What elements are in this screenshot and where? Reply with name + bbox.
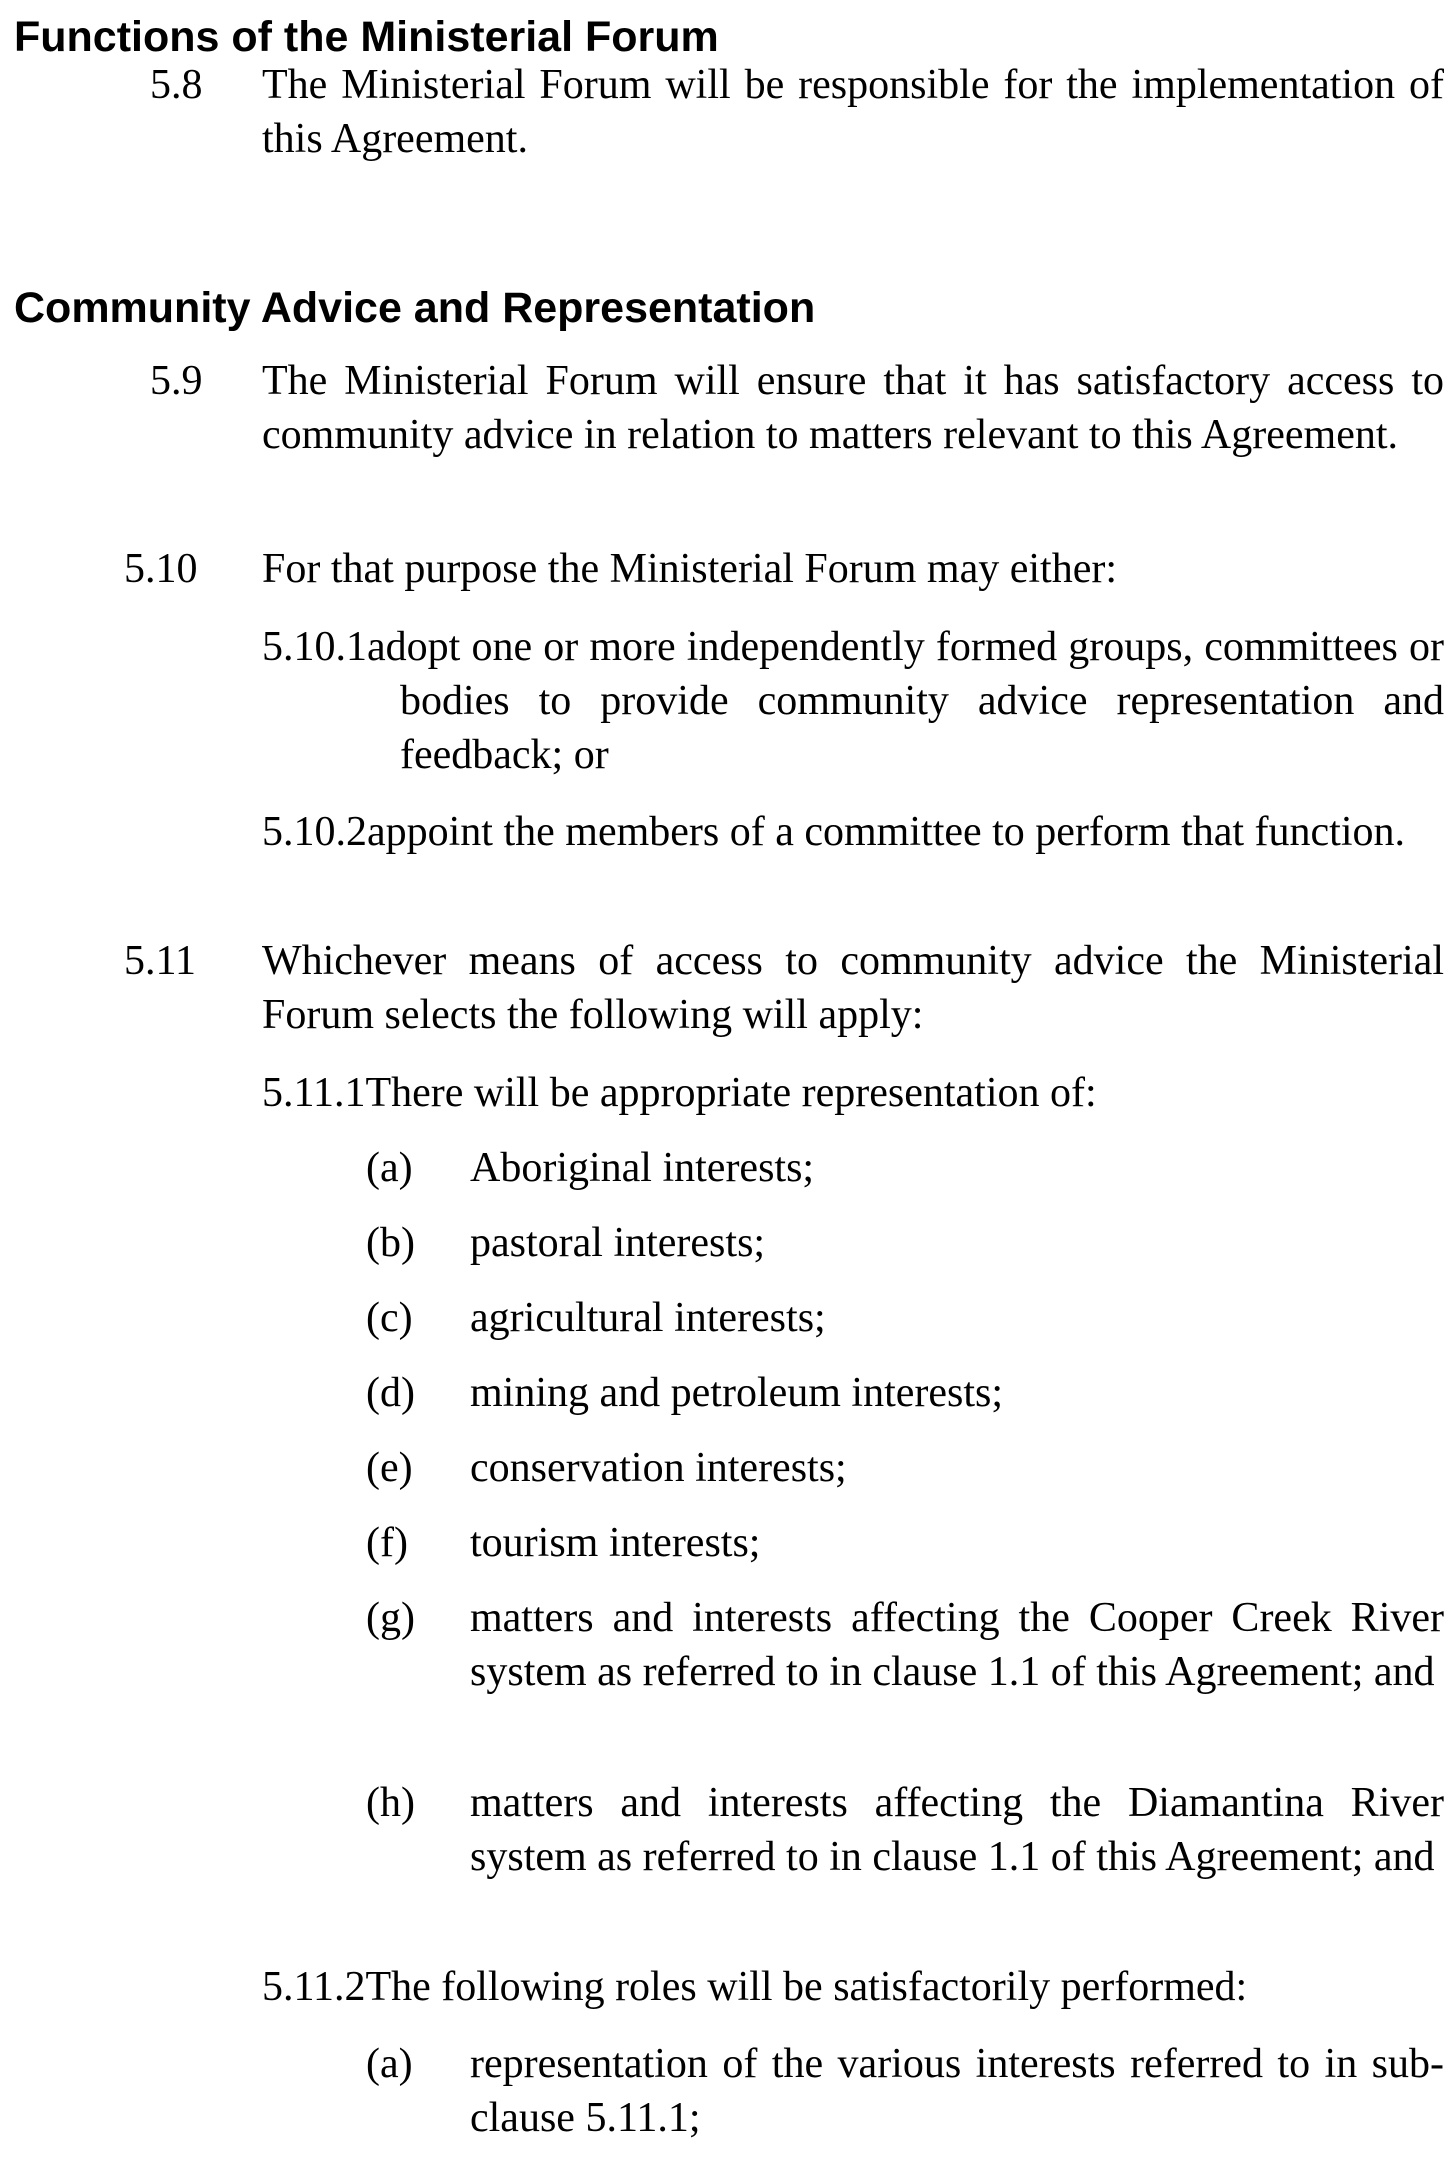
list-item-text: representation of the various interests referred to in sub-clause 5.11.1; [470, 2041, 1444, 2141]
list-item-label: (h) [366, 1780, 415, 1826]
list-item-text: matters and interests affecting the Cooper Creek River system as referred to in clause 1.1 of this Agreement; and [470, 1595, 1444, 1695]
list-item-label: (e) [366, 1445, 413, 1491]
clause-text-5-11: Whichever means of access to community advice the Ministerial Forum selects the following will apply: [262, 938, 1444, 1038]
clause-text-5-8: The Ministerial Forum will be responsible for the implementation of this Agreement. [262, 62, 1444, 162]
subclause-text-5-10-2: appoint the members of a committee to perform that function. [367, 809, 1406, 855]
subclause-text-5-11-2: The following roles will be satisfactorily performed: [365, 1964, 1248, 2010]
list-item-label: (b) [366, 1220, 415, 1266]
subclause-number-5-11-1: 5.11.1 [262, 1070, 366, 1116]
list-item-label: (f) [366, 1520, 408, 1566]
subclause-text-5-10-1: adopt one or more independently formed groups, committees or bodies to provide community advice representation and feedback; or [367, 624, 1444, 778]
list-item-label: (c) [366, 1295, 413, 1341]
list-item-label: (d) [366, 1370, 415, 1416]
list-item-text: Aboriginal interests; [470, 1145, 815, 1191]
list-item-label: (g) [366, 1595, 415, 1641]
subclause-text-5-11-1: There will be appropriate representation of: [365, 1070, 1097, 1116]
section-heading-functions: Functions of the Ministerial Forum [14, 13, 719, 61]
subclause-5-11-2 [262, 1960, 1444, 2014]
subclause-number-5-10-1: 5.10.1 [262, 624, 367, 670]
list-item-label: (a) [366, 1145, 413, 1191]
list-item-label: (a) [366, 2041, 413, 2087]
subclause-5-11-1 [262, 1066, 1444, 1120]
clause-number-5-10: 5.10 [124, 546, 198, 592]
list-item-text: conservation interests; [470, 1445, 847, 1491]
section-heading-community: Community Advice and Representation [14, 284, 816, 332]
list-item-text: pastoral interests; [470, 1220, 766, 1266]
clause-text-5-10: For that purpose the Ministerial Forum may either: [262, 546, 1118, 592]
list-item-text: mining and petroleum interests; [470, 1370, 1004, 1416]
subclause-number-5-10-2: 5.10.2 [262, 809, 367, 855]
subclause-5-10-2 [262, 805, 1444, 859]
subclause-number-5-11-2: 5.11.2 [262, 1964, 366, 2010]
list-item-text: agricultural interests; [470, 1295, 826, 1341]
list-item-text: matters and interests affecting the Diamantina River system as referred to in clause 1.1 of this Agreement; and [470, 1780, 1444, 1880]
subclause-5-10-1 [262, 620, 1444, 782]
clause-number-5-9: 5.9 [150, 358, 203, 404]
clause-text-5-9: The Ministerial Forum will ensure that it has satisfactory access to community advice in relation to matters relevant to this Agreement. [262, 358, 1444, 458]
list-item-text: tourism interests; [470, 1520, 761, 1566]
clause-number-5-8: 5.8 [150, 62, 203, 108]
clause-number-5-11: 5.11 [124, 938, 196, 984]
